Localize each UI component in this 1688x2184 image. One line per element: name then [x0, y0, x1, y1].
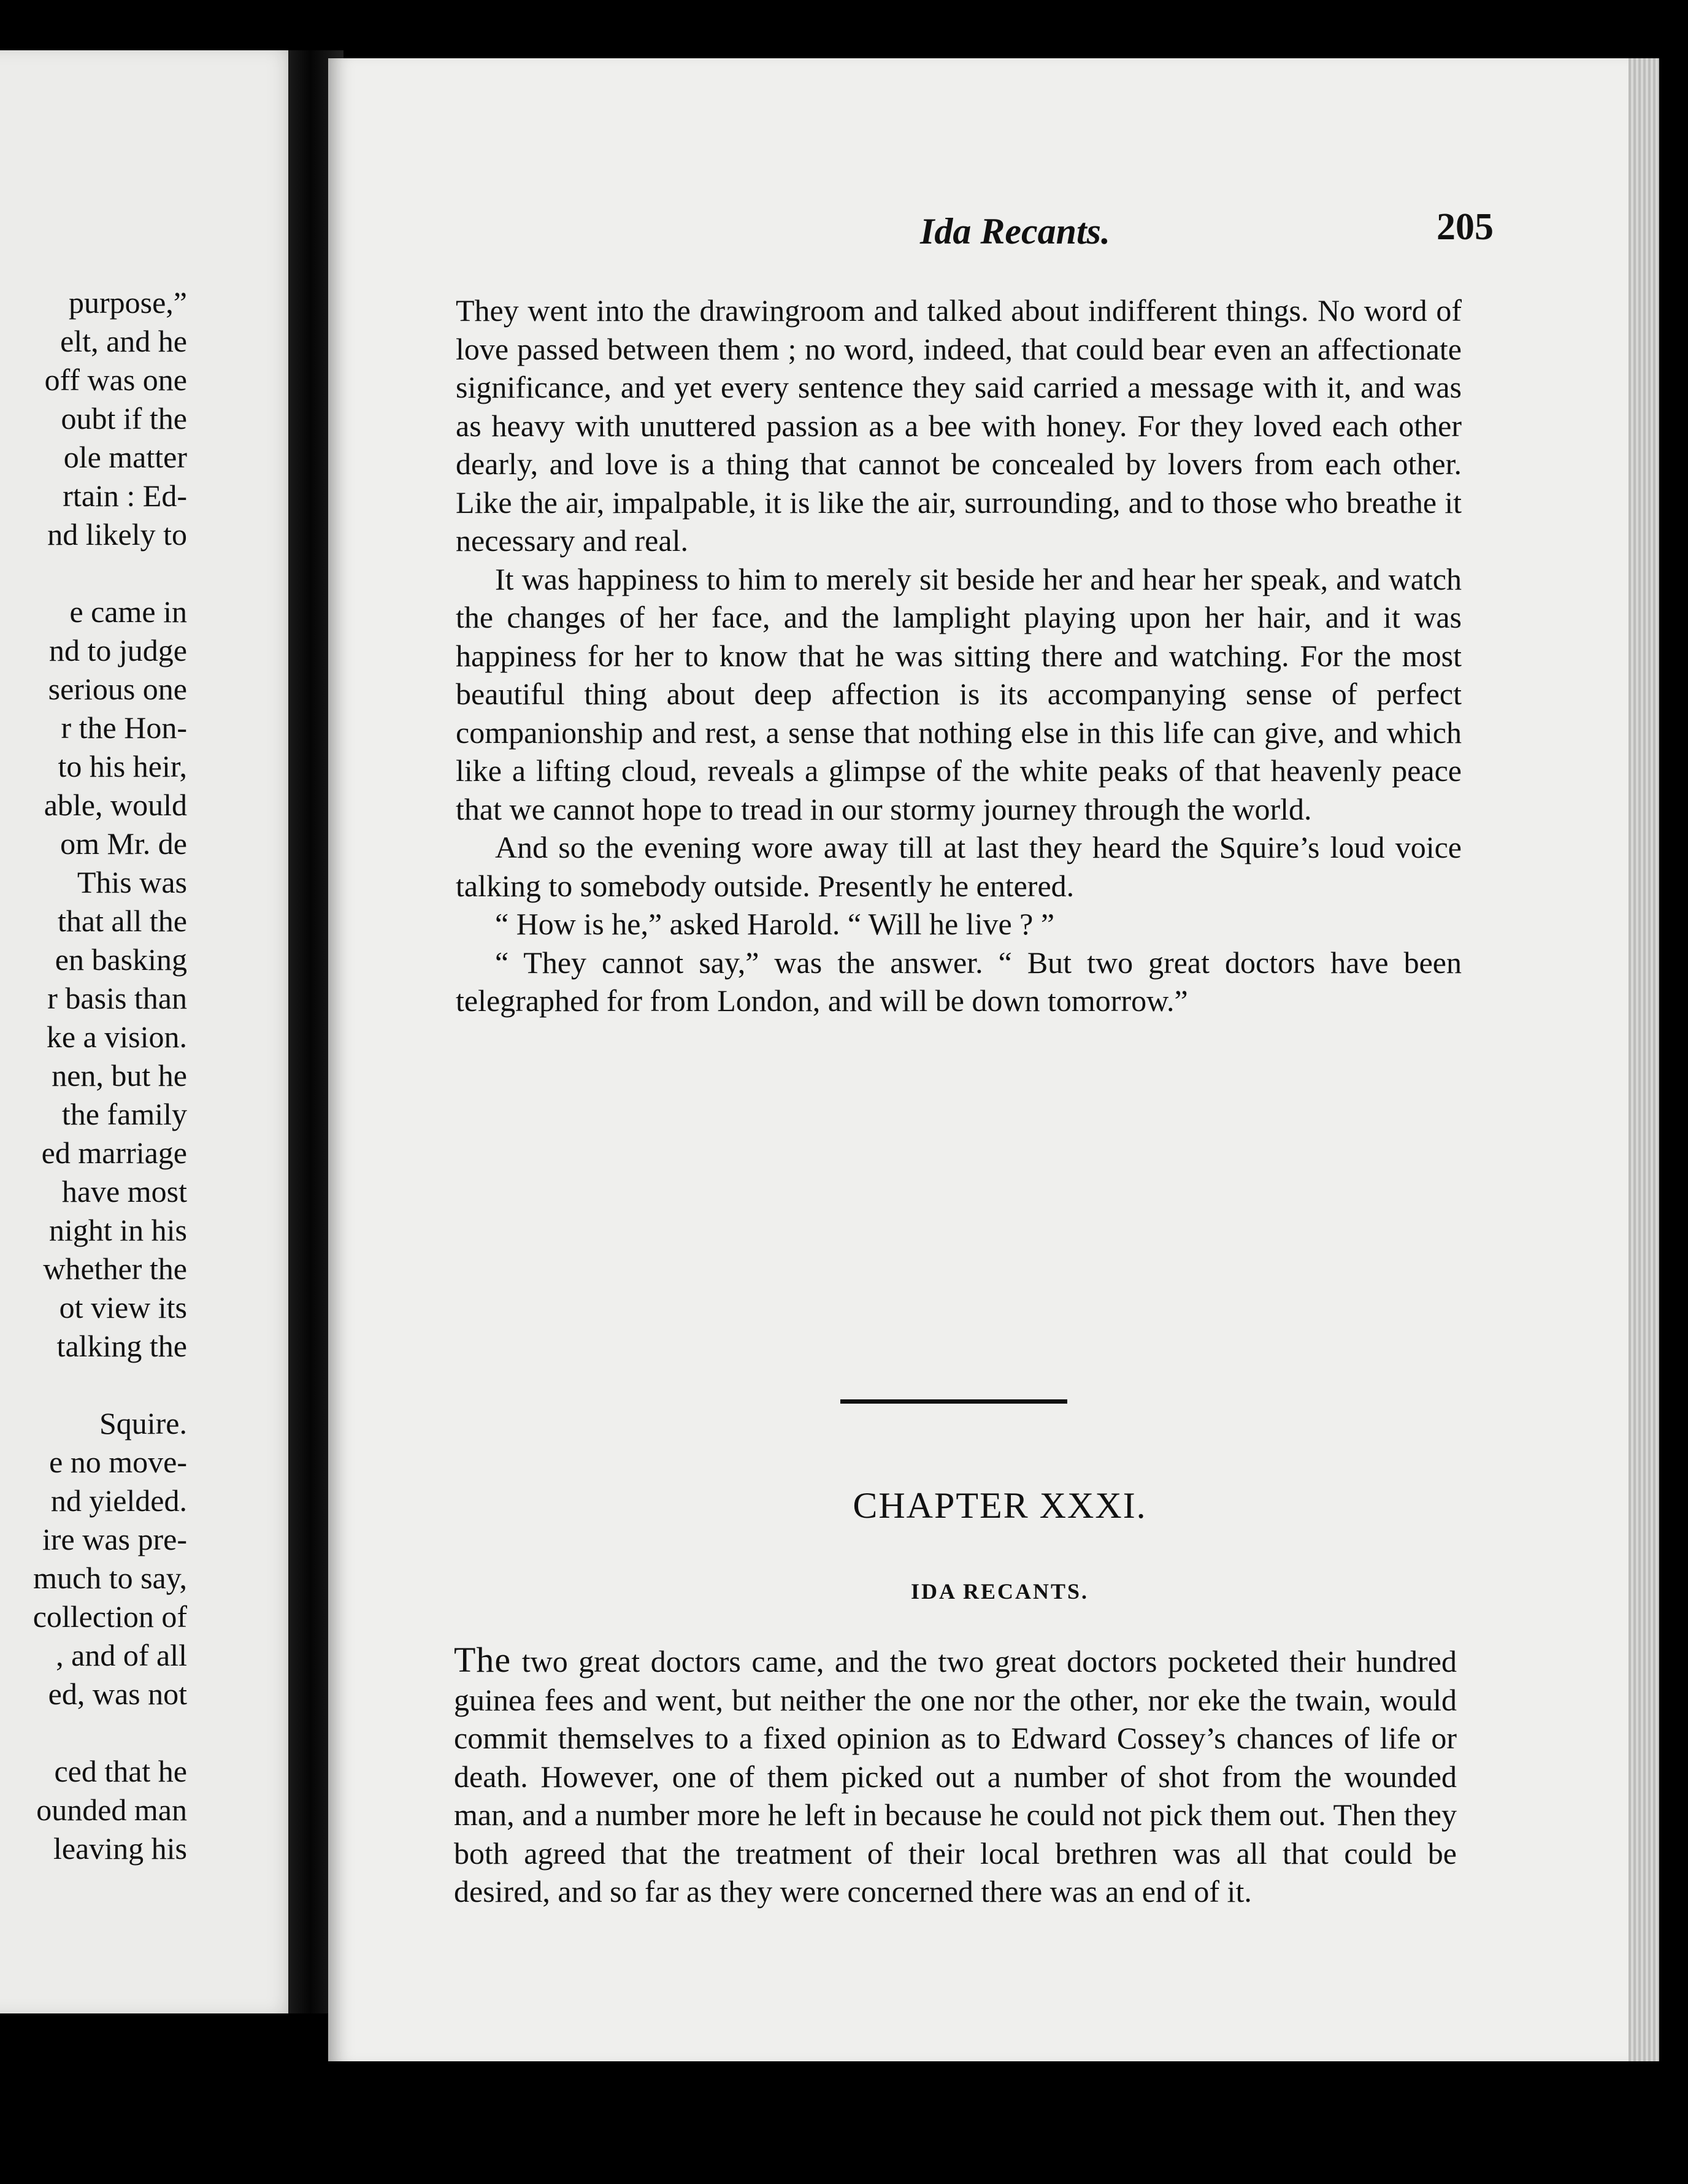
- facing-page-line: ced that he: [54, 1754, 187, 1788]
- facing-page-line: e came in: [69, 594, 187, 629]
- page-number: 205: [1437, 206, 1494, 248]
- facing-page-line: night in his: [48, 1213, 187, 1247]
- facing-page-line: [0, 1713, 187, 1752]
- facing-page-text: [0, 283, 187, 1868]
- facing-page-line: [0, 554, 187, 593]
- facing-page-line: nd to judge: [49, 633, 187, 667]
- paragraph: And so the evening wore away till at last they heard the Squire’s loud voice talking to somebody outside. Presently he entered.: [456, 830, 1462, 903]
- chapter-lead-word: The: [454, 1640, 512, 1680]
- facing-page-line: ed marriage: [41, 1136, 187, 1170]
- paragraph: “ How is he,” asked Harold. “ Will he live ? ”: [495, 907, 1055, 941]
- facing-page-line: This was: [77, 865, 187, 899]
- facing-page-line: om Mr. de: [60, 826, 187, 861]
- facing-page-line: nd likely to: [47, 517, 187, 552]
- facing-page-line: much to say,: [33, 1561, 187, 1595]
- facing-page-line: serious one: [48, 672, 187, 706]
- facing-page-line: [0, 1366, 187, 1404]
- running-head: Ida Recants.: [919, 211, 1111, 252]
- facing-page: [0, 50, 307, 2013]
- facing-page-line: collection of: [33, 1599, 187, 1634]
- facing-page-line: off was one: [44, 363, 187, 397]
- facing-page-line: e no move-: [49, 1445, 187, 1479]
- paragraph: It was happiness to him to merely sit beside her and hear her speak, and watch the changes of her face, and the lamplight playing upon her hair, and it was happiness for her to know that he was sitting there and watching. For the most beautiful thing about deep affection is its accompanying sense of perfect companionship and rest, a sense that nothing else in this life can give, and which like a lifting cloud, reveals a glimpse of the white peaks of that heavenly peace that we cannot hope to tread in our stormy journey through the world.: [456, 561, 1462, 826]
- main-page: [328, 58, 1650, 2061]
- facing-page-line: ole matter: [63, 440, 187, 474]
- facing-page-line: talking the: [56, 1329, 187, 1363]
- facing-page-line: ed, was not: [48, 1677, 187, 1711]
- page-edge: [1629, 58, 1659, 2061]
- facing-page-line: ke a vision.: [46, 1020, 187, 1054]
- facing-page-line: rtain : Ed-: [63, 479, 187, 513]
- body-text: [456, 291, 1462, 1020]
- facing-page-line: purpose,”: [69, 285, 187, 320]
- facing-page-line: nen, but he: [52, 1058, 187, 1093]
- paragraph: “ They cannot say,” was the answer. “ But two great doctors have been telegraphed for from London, and will be down tomorrow.”: [456, 945, 1462, 1018]
- facing-page-line: ot view its: [59, 1290, 187, 1325]
- facing-page-line: en basking: [55, 942, 187, 977]
- facing-page-line: ounded man: [36, 1793, 187, 1827]
- section-divider: [840, 1399, 1067, 1404]
- facing-page-line: whether the: [43, 1252, 187, 1286]
- facing-page-line: elt, and he: [60, 324, 187, 358]
- facing-page-line: able, would: [44, 788, 187, 822]
- facing-page-line: r basis than: [47, 981, 187, 1015]
- paragraph: They went into the drawingroom and talked about indifferent things. No word of love passed between them ; no word, indeed, that could bear even an affectionate significance, and yet every sentence they said carried a message with it, and was as heavy with unuttered passion as a bee with honey. For they loved each other dearly, and love is a thing that cannot be concealed by lovers from each other. Like the air, impalpable, it is like the air, surrounding, and to those who breathe it necessary and real.: [456, 293, 1462, 558]
- facing-page-line: leaving his: [53, 1831, 187, 1866]
- facing-page-line: Squire.: [99, 1406, 187, 1440]
- facing-page-line: r the Hon-: [61, 710, 187, 745]
- facing-page-line: that all the: [57, 904, 187, 938]
- chapter-title: CHAPTER XXXI.: [853, 1485, 1147, 1526]
- chapter-paragraph: [454, 1641, 1457, 1911]
- facing-page-line: to his heir,: [58, 749, 187, 783]
- chapter-paragraph-text: two great doctors came, and the two great doctors pocketed their hundred guinea fees and went, but neither the one nor the other, nor eke the twain, would commit themselves to a fixed opinion as to Edward Cossey’s chances of life or death. However, one of them picked out a number of shot from the wounded man, and a number more he left in because he could not pick them out. Then they both agreed that the treatment of their local brethren was all that could be desired, and so far as they were concerned there was an end of it.: [454, 1644, 1457, 1909]
- facing-page-line: nd yielded.: [50, 1483, 187, 1518]
- facing-page-line: have most: [61, 1174, 187, 1209]
- facing-page-line: ire was pre-: [42, 1522, 187, 1556]
- facing-page-line: , and of all: [56, 1638, 187, 1672]
- facing-page-line: oubt if the: [61, 401, 187, 436]
- facing-page-line: the family: [61, 1097, 187, 1131]
- chapter-subtitle: IDA RECANTS.: [910, 1579, 1089, 1604]
- chapter-opening-text: [454, 1641, 1457, 1911]
